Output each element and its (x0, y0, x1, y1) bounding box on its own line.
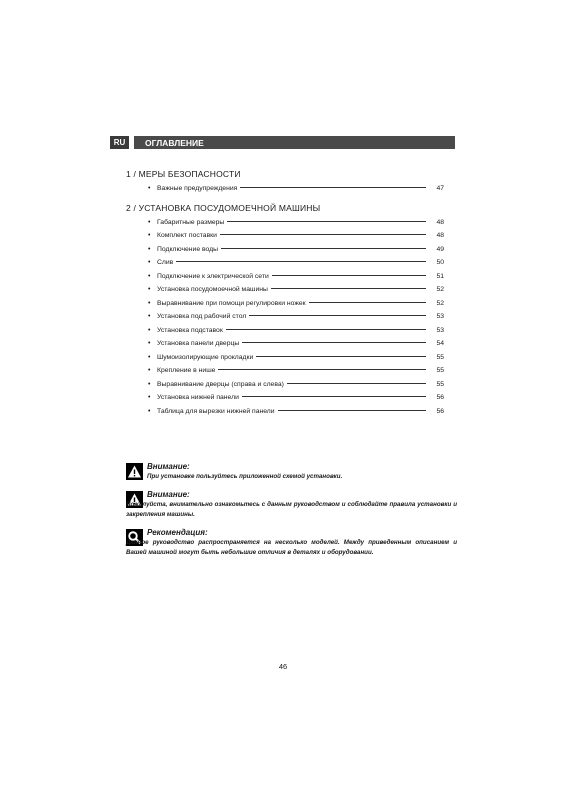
toc-item[interactable] (126, 243, 444, 257)
bullet-icon: • (148, 218, 151, 226)
note-title: Внимание: (147, 462, 190, 471)
bullet-icon: • (148, 286, 151, 293)
toc-item[interactable] (126, 216, 444, 230)
toc-item-page: 54 (436, 340, 444, 347)
warning-note (126, 462, 457, 482)
note-text: Пожалуйста, внимательно ознакомьтесь с данным руководством и соблюдайте правила установки и закрепления машины. (126, 501, 457, 518)
toc-item-label: Подключение к электрической сети (157, 272, 269, 280)
toc-item-page: 55 (436, 367, 444, 374)
bullet-icon: • (148, 313, 151, 320)
toc-item[interactable] (126, 229, 444, 243)
note-title: Внимание: (147, 490, 190, 499)
toc-item-page: 56 (436, 394, 444, 401)
toc-item[interactable] (126, 378, 444, 392)
warning-note (126, 490, 457, 520)
toc-item-label: Установка панели дверцы (157, 340, 240, 347)
page-number: 46 (278, 662, 288, 671)
leader-line (309, 302, 426, 303)
leader-line (256, 356, 426, 357)
bullet-icon: • (148, 185, 151, 192)
toc-section-items (126, 216, 444, 419)
toc-item-page: 55 (436, 353, 444, 361)
toc-item-label: Таблица для вырезки нижней панели (157, 407, 275, 415)
toc-item[interactable] (126, 182, 444, 196)
toc-item-label: Выравнивание при помощи регулировки ножек (157, 299, 306, 307)
toc-item[interactable] (126, 297, 444, 311)
leader-line (176, 261, 426, 262)
toc-item-page: 53 (436, 326, 444, 334)
toc-item-label: Установка нижней панели (157, 394, 239, 401)
toc-item-page: 49 (436, 245, 444, 253)
toc-item[interactable] (126, 351, 444, 365)
table-of-contents (126, 168, 444, 418)
toc-item-label: Установка посудомоечной машины (157, 286, 268, 293)
toc-item-page: 51 (436, 272, 444, 280)
notes-section (126, 462, 457, 566)
toc-item-page: 56 (436, 407, 444, 415)
leader-line (242, 396, 426, 397)
toc-item-label: Крепление в нише (157, 367, 216, 374)
leader-line (278, 410, 426, 411)
leader-line (287, 383, 426, 384)
toc-item-page: 55 (436, 380, 444, 388)
header-bar (110, 136, 455, 149)
bullet-icon: • (148, 272, 151, 280)
toc-item[interactable] (126, 270, 444, 284)
toc-item-label: Габаритные размеры (157, 218, 225, 226)
leader-line (227, 221, 426, 222)
toc-item[interactable] (126, 405, 444, 419)
leader-line (220, 234, 426, 235)
toc-item[interactable] (126, 256, 444, 270)
toc-item[interactable] (126, 310, 444, 324)
toc-item-label: Установка под рабочий стол (157, 313, 247, 320)
note-text: Данное руководство распространяется на несколько моделей. Между приведенным описанием и Вашей машиной могут быть небольшие отличия в деталях и оборудовании. (126, 539, 457, 556)
warning-icon (126, 463, 143, 480)
toc-section-items (126, 182, 444, 196)
toc-item[interactable] (126, 391, 444, 405)
leader-line (221, 248, 426, 249)
toc-item-label: Шумоизолирующие прокладки (157, 353, 254, 361)
toc-item-label: Слив (157, 259, 174, 266)
toc-item-page: 48 (436, 218, 444, 226)
bullet-icon: • (148, 326, 151, 334)
page-title: ОГЛАВЛЕНИЕ (134, 136, 455, 149)
toc-item-page: 47 (436, 185, 444, 192)
recommendation-note (126, 528, 457, 558)
toc-item-page: 52 (436, 286, 444, 293)
toc-item-label: Подключение воды (157, 245, 219, 253)
leader-line (272, 275, 426, 276)
toc-item[interactable] (126, 283, 444, 297)
toc-item[interactable] (126, 324, 444, 338)
leader-line (242, 342, 426, 343)
leader-line (226, 329, 426, 330)
bullet-icon: • (148, 259, 151, 266)
toc-item-page: 53 (436, 313, 444, 320)
bullet-icon: • (148, 340, 151, 347)
toc-item-label: Важные предупреждения (157, 185, 238, 192)
bullet-icon: • (148, 245, 151, 253)
toc-item-page: 52 (436, 299, 444, 307)
leader-line (240, 187, 426, 188)
bullet-icon: • (148, 367, 151, 374)
note-text: При установке пользуйтесь приложенной схемой установки. (147, 473, 343, 480)
bullet-icon: • (148, 394, 151, 401)
toc-section-title: 1 / МЕРЫ БЕЗОПАСНОСТИ (126, 169, 241, 179)
bullet-icon: • (148, 353, 151, 361)
note-title: Рекомендация: (147, 528, 208, 537)
toc-item-label: Выравнивание дверцы (справа и слева) (157, 380, 284, 388)
leader-line (271, 288, 426, 289)
bullet-icon: • (148, 407, 151, 415)
leader-line (218, 369, 426, 370)
toc-item-page: 48 (436, 232, 444, 239)
toc-item[interactable] (126, 364, 444, 378)
bullet-icon: • (148, 380, 151, 388)
language-badge: RU (110, 136, 129, 149)
toc-item[interactable] (126, 337, 444, 351)
bullet-icon: • (148, 232, 151, 239)
leader-line (249, 315, 426, 316)
toc-item-label: Установка подставок (157, 326, 223, 334)
toc-section-title: 2 / УСТАНОВКА ПОСУДОМОЕЧНОЙ МАШИНЫ (126, 202, 321, 213)
bullet-icon: • (148, 299, 151, 307)
toc-item-page: 50 (436, 259, 444, 266)
toc-item-label: Комплект поставки (157, 232, 217, 239)
